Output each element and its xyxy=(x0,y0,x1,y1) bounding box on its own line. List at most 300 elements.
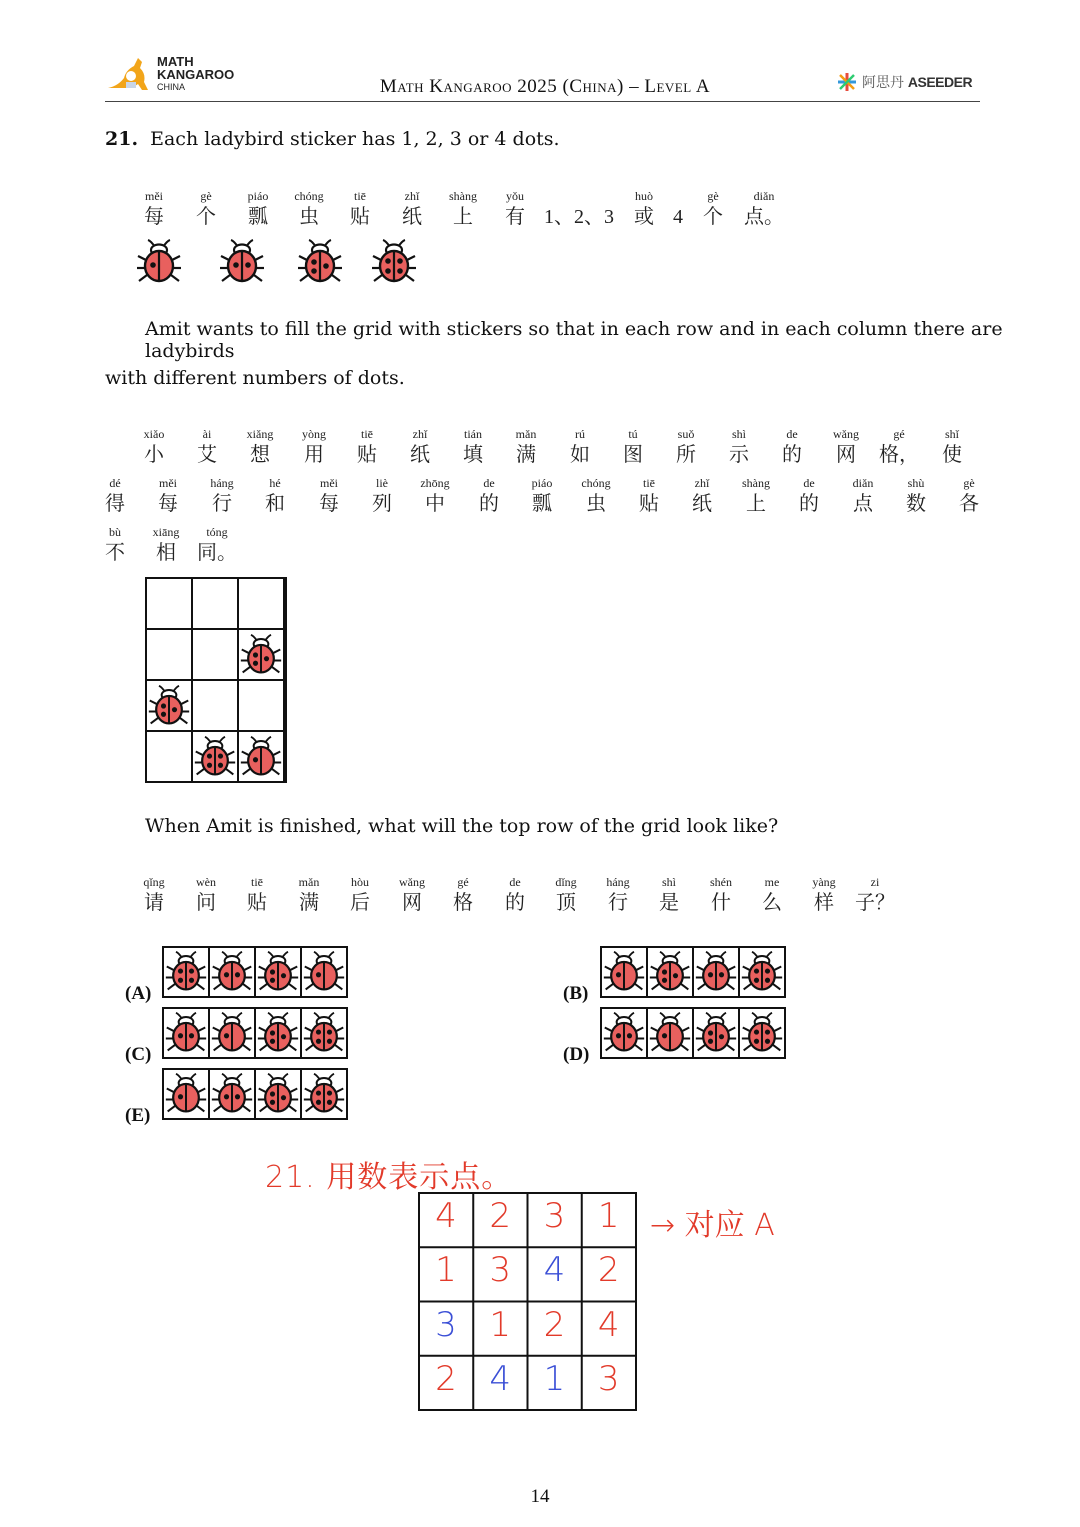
pinyin-syllable: shì xyxy=(731,427,746,441)
pinyin-syllable: měi xyxy=(159,476,177,490)
solution-title: 21. 用数表示点。 xyxy=(265,1160,513,1195)
hanzi: 相 xyxy=(156,542,176,564)
grid-cell xyxy=(209,1069,255,1119)
hanzi: 请 xyxy=(144,892,164,914)
hanzi: 什 xyxy=(711,892,731,914)
puzzle-grid-row xyxy=(146,629,286,680)
pinyin-syllable: piáo xyxy=(531,476,553,490)
solution-number: 1 xyxy=(543,1358,566,1399)
puzzle-grid-table xyxy=(145,577,287,783)
pinyin-char xyxy=(516,475,568,517)
option-row xyxy=(601,1008,785,1058)
hanzi: 或 xyxy=(634,206,654,228)
pinyin-char xyxy=(180,874,232,916)
hanzi: 网 xyxy=(836,444,856,466)
grid-cell xyxy=(238,629,284,680)
ladybird-4-dots-icon xyxy=(164,950,208,994)
solution-number: 2 xyxy=(543,1304,566,1345)
hanzi: 纸 xyxy=(410,444,430,466)
pinyin-char xyxy=(196,475,248,517)
ladybird-3-dots-icon xyxy=(694,1011,738,1055)
hanzi: 贴 xyxy=(639,493,659,515)
hanzi: 虫 xyxy=(299,206,319,228)
pinyin-syllable: dé xyxy=(109,476,121,490)
ladybird-1-dots-icon xyxy=(210,1011,254,1055)
hanzi: 满 xyxy=(299,892,319,914)
solution-number: 1 xyxy=(435,1250,457,1291)
pinyin-syllable: dǐng xyxy=(555,875,577,889)
sample-ladybird xyxy=(135,238,183,290)
solution-arrow-note: → 对应 A xyxy=(650,1208,775,1243)
page-header-title: Math Kangaroo 2025 (China) – Level A xyxy=(379,76,711,97)
pinyin-char xyxy=(128,874,180,916)
sample-ladybird xyxy=(370,238,418,290)
pinyin-syllable: ài xyxy=(202,427,212,441)
grid-cell xyxy=(192,731,238,782)
option-table xyxy=(600,1007,786,1059)
grid-cell xyxy=(739,947,785,997)
grid-cell xyxy=(209,1008,255,1058)
pinyin-syllable: diǎn xyxy=(852,476,874,490)
pinyin-syllable: yàng xyxy=(812,875,836,889)
pinyin-syllable: zhǐ xyxy=(694,476,710,490)
solution-grid xyxy=(418,1192,637,1411)
grid-cell xyxy=(301,1008,347,1058)
pinyin-syllable: wǎng xyxy=(399,875,425,889)
pinyin-line-1 xyxy=(0,188,1080,234)
pinyin-syllable: shén xyxy=(710,875,732,889)
pinyin-syllable: tiē xyxy=(643,476,655,490)
grid-cell xyxy=(255,1069,301,1119)
pinyin-char xyxy=(89,475,141,517)
hanzi: 每 xyxy=(144,206,164,228)
pinyin-syllable: gè xyxy=(200,189,212,203)
pinyin-syllable: tiē xyxy=(251,875,263,889)
hanzi: 是 xyxy=(659,892,679,914)
pinyin-syllable: gè xyxy=(707,189,719,203)
pinyin-char xyxy=(394,426,446,468)
option-row xyxy=(163,947,347,997)
grid-cell xyxy=(601,1008,647,1058)
grid-cell xyxy=(146,680,192,731)
pinyin-syllable: mǎn xyxy=(298,875,320,889)
pinyin-char xyxy=(181,426,233,468)
pinyin-syllable: rú xyxy=(575,427,585,441)
hanzi: 贴 xyxy=(350,206,370,228)
ladybird-3-dots-icon xyxy=(256,1011,300,1055)
logo-line-china: CHINA xyxy=(157,82,186,92)
pinyin-char xyxy=(409,475,461,517)
hanzi: 么 xyxy=(762,892,782,914)
partner-logo-text xyxy=(862,72,972,92)
grid-cell xyxy=(146,578,192,629)
grid-cell xyxy=(192,629,238,680)
pinyin-syllable: piáo xyxy=(247,189,269,203)
grid-cell xyxy=(192,680,238,731)
grid-cell xyxy=(647,947,693,997)
hanzi: 不 xyxy=(105,542,125,564)
sample-ladybird xyxy=(296,238,344,290)
pinyin-char xyxy=(687,188,739,230)
solution-number: 4 xyxy=(489,1358,512,1399)
pinyin-syllable: de xyxy=(509,875,521,889)
header-divider xyxy=(105,101,980,102)
hanzi: 格， xyxy=(879,444,919,466)
ladybird-2-dots-icon xyxy=(210,950,254,994)
pinyin-syllable: chóng xyxy=(581,476,611,490)
aseeder-logo-icon xyxy=(836,71,858,93)
solution-number: 4 xyxy=(435,1196,457,1236)
hanzi: 纸 xyxy=(692,493,712,515)
pinyin-char xyxy=(89,524,141,566)
pinyin-syllable: qǐng xyxy=(143,875,165,889)
hanzi: 网 xyxy=(402,892,422,914)
ladybird-2-dots-icon xyxy=(210,1072,254,1116)
sample-ladybird xyxy=(218,238,266,290)
pinyin-syllable: xiǎng xyxy=(246,427,274,441)
option-table xyxy=(162,1007,348,1059)
hanzi: 得 xyxy=(105,493,125,515)
hanzi: 纸 xyxy=(402,206,422,228)
hanzi: 点 xyxy=(853,493,873,515)
pinyin-char xyxy=(489,874,541,916)
ladybird-1-dots-icon xyxy=(602,950,646,994)
ladybird-4-dots-icon xyxy=(740,1011,784,1055)
pinyin-syllable: de xyxy=(483,476,495,490)
question-statement: Each ladybird sticker has 1, 2, 3 or 4 dots. xyxy=(150,128,560,150)
pinyin-line-5 xyxy=(0,874,1080,920)
pinyin-char xyxy=(607,426,659,468)
ladybird-1-dots-icon xyxy=(302,950,346,994)
hanzi: 各 xyxy=(959,493,979,515)
pinyin-char xyxy=(730,475,782,517)
pinyin-char xyxy=(142,475,194,517)
pinyin-char xyxy=(341,426,393,468)
pinyin-char xyxy=(890,475,942,517)
option-table xyxy=(162,946,348,998)
pinyin-syllable: shàng xyxy=(449,189,477,203)
page-number: 14 xyxy=(530,1486,550,1507)
hanzi: 瓢 xyxy=(532,493,552,515)
hanzi: 所 xyxy=(676,444,696,466)
puzzle-grid-row xyxy=(146,731,286,782)
pinyin-char xyxy=(746,874,798,916)
ladybird-1-dots-icon xyxy=(648,1011,692,1055)
pinyin-char xyxy=(437,874,489,916)
pinyin-line-2 xyxy=(0,426,1080,472)
grid-cell xyxy=(693,1008,739,1058)
pinyin-syllable: shǐ xyxy=(944,427,959,441)
hanzi: 个 xyxy=(703,206,723,228)
pinyin-char xyxy=(386,874,438,916)
pinyin-char xyxy=(128,188,180,230)
pinyin-syllable: de xyxy=(803,476,815,490)
pinyin-syllable: gé xyxy=(893,427,905,441)
hanzi: 有 xyxy=(505,206,525,228)
grid-cell xyxy=(284,680,286,731)
hanzi: 贴 xyxy=(247,892,267,914)
ladybird-4-dots-icon xyxy=(740,950,784,994)
hanzi: 格 xyxy=(453,892,473,914)
solution-number: 3 xyxy=(597,1358,620,1399)
hanzi: 同。 xyxy=(197,542,237,564)
hanzi: 中 xyxy=(425,493,445,515)
pinyin-char xyxy=(643,874,695,916)
grid-cell xyxy=(163,947,209,997)
pinyin-char xyxy=(303,475,355,517)
pinyin-char xyxy=(232,188,284,230)
hanzi: 如 xyxy=(570,444,590,466)
pinyin-syllable: huò xyxy=(635,189,653,203)
grid-cell xyxy=(163,1008,209,1058)
partner-en: ASEEDER xyxy=(907,74,973,90)
grid-cell xyxy=(284,731,286,782)
ladybird-2-dots-icon xyxy=(218,238,266,286)
logo-line-math: MATH xyxy=(157,54,194,69)
pinyin-char xyxy=(334,874,386,916)
hanzi: 4 xyxy=(673,206,683,228)
pinyin-char xyxy=(713,426,765,468)
ladybird-3-dots-icon xyxy=(648,950,692,994)
ladybird-1-dots-icon xyxy=(164,1072,208,1116)
hanzi: 后 xyxy=(350,892,370,914)
solution-number: 3 xyxy=(489,1250,512,1291)
pinyin-syllable: diǎn xyxy=(753,189,775,203)
pinyin-char xyxy=(837,475,889,517)
hanzi: 上 xyxy=(746,493,766,515)
pinyin-char xyxy=(128,426,180,468)
instruction-line-2: with different numbers of dots. xyxy=(105,367,405,389)
option-label[interactable]: (A) xyxy=(125,983,152,1004)
question-prompt: When Amit is finished, what will the top row of the grid look like? xyxy=(145,815,779,837)
option-table xyxy=(600,946,786,998)
hanzi: 1、2、3 xyxy=(544,206,614,228)
pinyin-char xyxy=(849,874,901,916)
pinyin-char xyxy=(695,874,747,916)
hanzi: 和 xyxy=(265,493,285,515)
option-table xyxy=(162,1068,348,1120)
pinyin-syllable: me xyxy=(764,875,780,889)
pinyin-char xyxy=(140,524,192,566)
hanzi: 的 xyxy=(479,493,499,515)
pinyin-char xyxy=(447,426,499,468)
pinyin-syllable: tiē xyxy=(354,189,366,203)
pinyin-syllable: wèn xyxy=(196,875,216,889)
option-row xyxy=(163,1008,347,1058)
puzzle-grid-row xyxy=(146,680,286,731)
pinyin-char xyxy=(249,475,301,517)
ladybird-2-dots-icon xyxy=(602,1011,646,1055)
option-row xyxy=(163,1069,347,1119)
pinyin-syllable: háng xyxy=(210,476,234,490)
grid-cell xyxy=(647,1008,693,1058)
partner-cn: 阿思丹 xyxy=(862,74,904,90)
grid-cell xyxy=(238,731,284,782)
hanzi: 顶 xyxy=(556,892,576,914)
hanzi: 数 xyxy=(906,493,926,515)
pinyin-char xyxy=(738,188,790,230)
grid-cell xyxy=(693,947,739,997)
pinyin-char xyxy=(943,475,995,517)
grid-cell xyxy=(209,947,255,997)
hanzi: 列 xyxy=(372,493,392,515)
ladybird-1-dots-icon xyxy=(239,735,283,779)
pinyin-char xyxy=(820,426,872,468)
pinyin-char xyxy=(180,188,232,230)
pinyin-syllable: zhōng xyxy=(420,476,450,490)
hanzi: 样 xyxy=(814,892,834,914)
question-line xyxy=(105,128,560,150)
pinyin-char xyxy=(334,188,386,230)
pinyin-char xyxy=(463,475,515,517)
pinyin-syllable: wǎng xyxy=(833,427,859,441)
instruction-line-1: Amit wants to fill the grid with stickers so that in each row and in each column there are ladybirds xyxy=(145,318,1003,362)
hanzi: 小 xyxy=(144,444,164,466)
pinyin-syllable: tiē xyxy=(361,427,373,441)
pinyin-line-3 xyxy=(0,475,1080,521)
solution-number: 4 xyxy=(597,1304,620,1345)
grid-cell xyxy=(163,1069,209,1119)
pinyin-char xyxy=(540,874,592,916)
pinyin-char xyxy=(926,426,978,468)
pinyin-syllable xyxy=(534,188,624,204)
hanzi: 个 xyxy=(196,206,216,228)
grid-cell xyxy=(739,1008,785,1058)
solution-number: 3 xyxy=(543,1196,566,1236)
solution-number: 1 xyxy=(597,1196,620,1236)
grid-cell xyxy=(601,947,647,997)
pinyin-syllable: yǒu xyxy=(506,189,524,203)
ladybird-3-dots-icon xyxy=(256,950,300,994)
pinyin-syllable: xiāng xyxy=(152,525,180,539)
pinyin-char xyxy=(534,188,624,230)
grid-cell xyxy=(192,578,238,629)
hanzi: 每 xyxy=(319,493,339,515)
hanzi: 行 xyxy=(212,493,232,515)
grid-cell xyxy=(301,947,347,997)
ladybird-3-dots-icon xyxy=(239,633,283,677)
pinyin-char xyxy=(283,188,335,230)
hanzi: 填 xyxy=(463,444,483,466)
pinyin-syllable: háng xyxy=(606,875,630,889)
hanzi: 想 xyxy=(250,444,270,466)
pinyin-char xyxy=(500,426,552,468)
pinyin-char xyxy=(356,475,408,517)
ladybird-3-dots-icon xyxy=(256,1072,300,1116)
hanzi: 使 xyxy=(942,444,962,466)
hanzi: 用 xyxy=(304,444,324,466)
ladybird-4-dots-icon xyxy=(302,1011,346,1055)
ladybird-3-dots-icon xyxy=(296,238,344,286)
pinyin-char xyxy=(288,426,340,468)
hanzi: 问 xyxy=(196,892,216,914)
option-row xyxy=(601,947,785,997)
ladybird-4-dots-icon xyxy=(370,238,418,286)
pinyin-char xyxy=(234,426,286,468)
pinyin-char xyxy=(191,524,243,566)
hanzi: 子？ xyxy=(855,892,895,914)
hanzi: 上 xyxy=(453,206,473,228)
solution-number: 2 xyxy=(597,1250,620,1291)
pinyin-syllable: shù xyxy=(907,476,925,490)
question-number: 21. xyxy=(105,128,139,150)
ladybird-2-dots-icon xyxy=(694,950,738,994)
pinyin-char xyxy=(623,475,675,517)
pinyin-char xyxy=(386,188,438,230)
pinyin-syllable: gè xyxy=(963,476,975,490)
pinyin-syllable: liè xyxy=(376,476,388,490)
pinyin-syllable: gé xyxy=(457,875,469,889)
grid-cell xyxy=(284,578,286,629)
grid-cell xyxy=(146,731,192,782)
pinyin-syllable: zi xyxy=(870,875,880,889)
pinyin-syllable: bù xyxy=(109,525,121,539)
pinyin-char xyxy=(660,426,712,468)
hanzi: 的 xyxy=(505,892,525,914)
grid-cell xyxy=(255,947,301,997)
ladybird-1-dots-icon xyxy=(135,238,183,286)
option-label[interactable]: (D) xyxy=(563,1044,590,1065)
hanzi: 每 xyxy=(158,493,178,515)
ladybird-4-dots-icon xyxy=(302,1072,346,1116)
pinyin-syllable: tián xyxy=(464,427,482,441)
pinyin-char xyxy=(676,475,728,517)
pinyin-syllable: hòu xyxy=(351,875,369,889)
pinyin-syllable: mǎn xyxy=(515,427,537,441)
pinyin-line-4 xyxy=(0,524,1080,570)
hanzi: 行 xyxy=(608,892,628,914)
pinyin-char xyxy=(873,426,925,468)
option-label[interactable]: (B) xyxy=(563,983,589,1004)
pinyin-syllable: shàng xyxy=(742,476,770,490)
option-label[interactable]: (C) xyxy=(125,1044,152,1065)
hanzi: 贴 xyxy=(357,444,377,466)
hanzi: 满 xyxy=(516,444,536,466)
solution-number: 4 xyxy=(543,1250,566,1291)
solution-number: 1 xyxy=(489,1304,512,1345)
solution-number: 2 xyxy=(489,1196,512,1236)
pinyin-syllable: xiǎo xyxy=(143,427,165,441)
pinyin-syllable: zhǐ xyxy=(404,189,420,203)
pinyin-syllable: shì xyxy=(661,875,676,889)
option-label[interactable]: (E) xyxy=(125,1105,151,1126)
ladybird-3-dots-icon xyxy=(147,684,191,728)
pinyin-syllable: měi xyxy=(320,476,338,490)
pinyin-syllable: chóng xyxy=(294,189,324,203)
solution-number: 3 xyxy=(435,1304,457,1345)
pinyin-syllable: zhǐ xyxy=(412,427,428,441)
hanzi: 虫 xyxy=(586,493,606,515)
pinyin-char xyxy=(437,188,489,230)
hanzi: 的 xyxy=(799,493,819,515)
grid-cell xyxy=(255,1008,301,1058)
pinyin-char xyxy=(570,475,622,517)
grid-cell xyxy=(301,1069,347,1119)
pinyin-syllable: hé xyxy=(269,476,281,490)
grid-cell xyxy=(238,680,284,731)
solution-number: 2 xyxy=(435,1358,457,1399)
pinyin-char xyxy=(766,426,818,468)
grid-cell xyxy=(238,578,284,629)
hanzi: 艾 xyxy=(197,444,217,466)
pinyin-syllable: tú xyxy=(628,427,638,441)
pinyin-char xyxy=(283,874,335,916)
pinyin-char xyxy=(798,874,850,916)
ladybird-4-dots-icon xyxy=(193,735,237,779)
grid-cell xyxy=(146,629,192,680)
hanzi: 瓢 xyxy=(248,206,268,228)
pinyin-syllable: de xyxy=(786,427,798,441)
